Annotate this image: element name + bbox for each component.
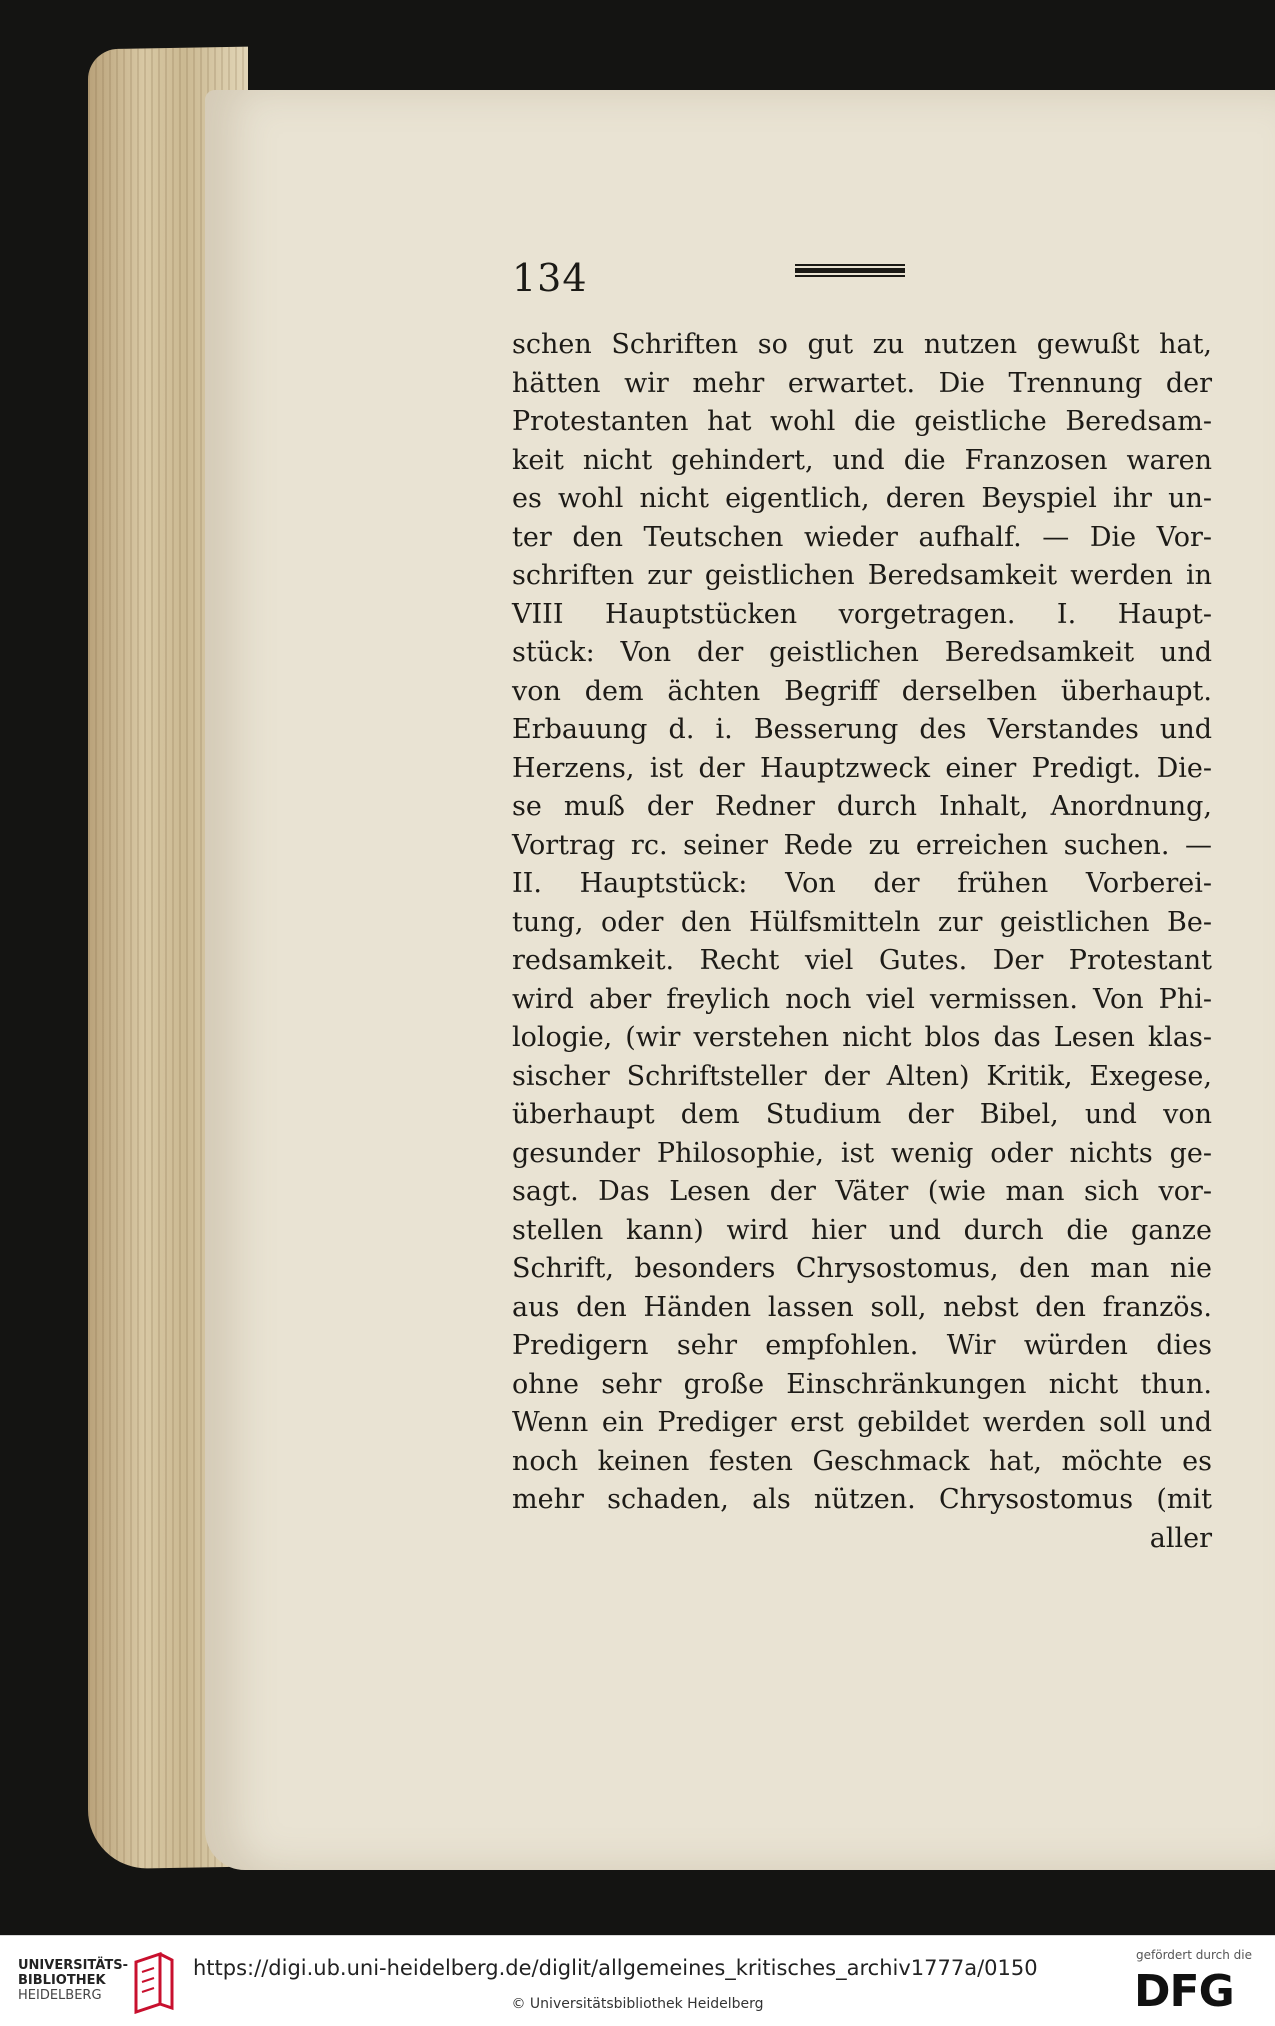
body-text [512, 326, 1212, 1558]
text-line: schen Schriften so gut zu nutzen gewußt hat, [512, 329, 1212, 360]
text-line: lologie, (wir verstehen nicht blos das Lesen klas- [512, 1022, 1212, 1053]
text-line: hätten wir mehr erwartet. Die Trennung der [512, 367, 1212, 399]
text-line: VIII Hauptstücken vorgetragen. I. Haupt- [512, 598, 1212, 630]
text-line: redsamkeit. Recht viel Gutes. Der Protestant [512, 945, 1212, 976]
text-line: sagt. Das Lesen der Väter (wie man sich vor- [512, 1176, 1212, 1207]
header-rule [795, 264, 905, 278]
viewer-footer [0, 1935, 1275, 2026]
text-line: aus den Händen lassen soll, nebst den französ. [512, 1291, 1212, 1323]
text-line: keit nicht gehindert, und die Franzosen waren [512, 444, 1212, 476]
text-line: Wenn ein Prediger erst gebildet werden soll und [512, 1407, 1212, 1438]
text-line: Predigern sehr empfohlen. Wir würden dies [512, 1330, 1212, 1361]
permalink-url[interactable]: https://digi.ub.uni-heidelberg.de/diglit/allgemeines_kritisches_archiv1777a/0150 [193, 1956, 1038, 1980]
text-line: Protestanten hat wohl die geistliche Beredsam- [512, 406, 1212, 437]
text-line: überhaupt dem Studium der Bibel, und von [512, 1099, 1212, 1130]
text-line: tung, oder den Hülfsmitteln zur geistlichen Be- [512, 906, 1212, 938]
text-line: stellen kann) wird hier und durch die ganze [512, 1214, 1212, 1246]
page-number: 134 [512, 256, 588, 300]
text-line: ter den Teutschen wieder aufhalf. — Die Vor- [512, 521, 1212, 553]
library-name[interactable]: UNIVERSITÄTS- BIBLIOTHEK HEIDELBERG [18, 1958, 128, 2003]
text-line: Schrift, besonders Chrysostomus, den man nie [512, 1253, 1212, 1284]
text-line: II. Hauptstück: Von der frühen Vorberei- [512, 868, 1212, 899]
text-line: gesunder Philosophie, ist wenig oder nichts ge- [512, 1137, 1212, 1169]
text-line: Vortrag rc. seiner Rede zu erreichen suchen. — [512, 829, 1212, 861]
text-line: stück: Von der geistlichen Beredsamkeit und [512, 637, 1212, 668]
copyright-notice: © Universitätsbibliothek Heidelberg [511, 1996, 764, 2012]
text-line: von dem ächten Begriff derselben überhaupt. [512, 675, 1212, 707]
text-line: se muß der Redner durch Inhalt, Anordnung, [512, 791, 1212, 822]
text-line: Herzens, ist der Hauptzweck einer Predigt. Die- [512, 752, 1212, 784]
text-line: sischer Schriftsteller der Alten) Kritik, Exegese, [512, 1060, 1212, 1092]
text-line: wird aber freylich noch viel vermissen. Von Phi- [512, 983, 1212, 1015]
text-line: schriften zur geistlichen Beredsamkeit werden in [512, 560, 1212, 591]
text-line: es wohl nicht eigentlich, deren Beyspiel ihr un- [512, 483, 1212, 514]
text-line: ohne sehr große Einschränkungen nicht thun. [512, 1368, 1212, 1400]
text-line: aller [1149, 1522, 1212, 1554]
funded-by-label: gefördert durch die [1136, 1948, 1252, 1962]
text-line: Erbauung d. i. Besserung des Verstandes und [512, 714, 1212, 745]
dfg-logo[interactable]: DFG [1134, 1966, 1234, 2017]
text-line: mehr schaden, als nützen. Chrysostomus (mit [512, 1484, 1212, 1515]
text-line: noch keinen festen Geschmack hat, möchte es [512, 1445, 1212, 1477]
